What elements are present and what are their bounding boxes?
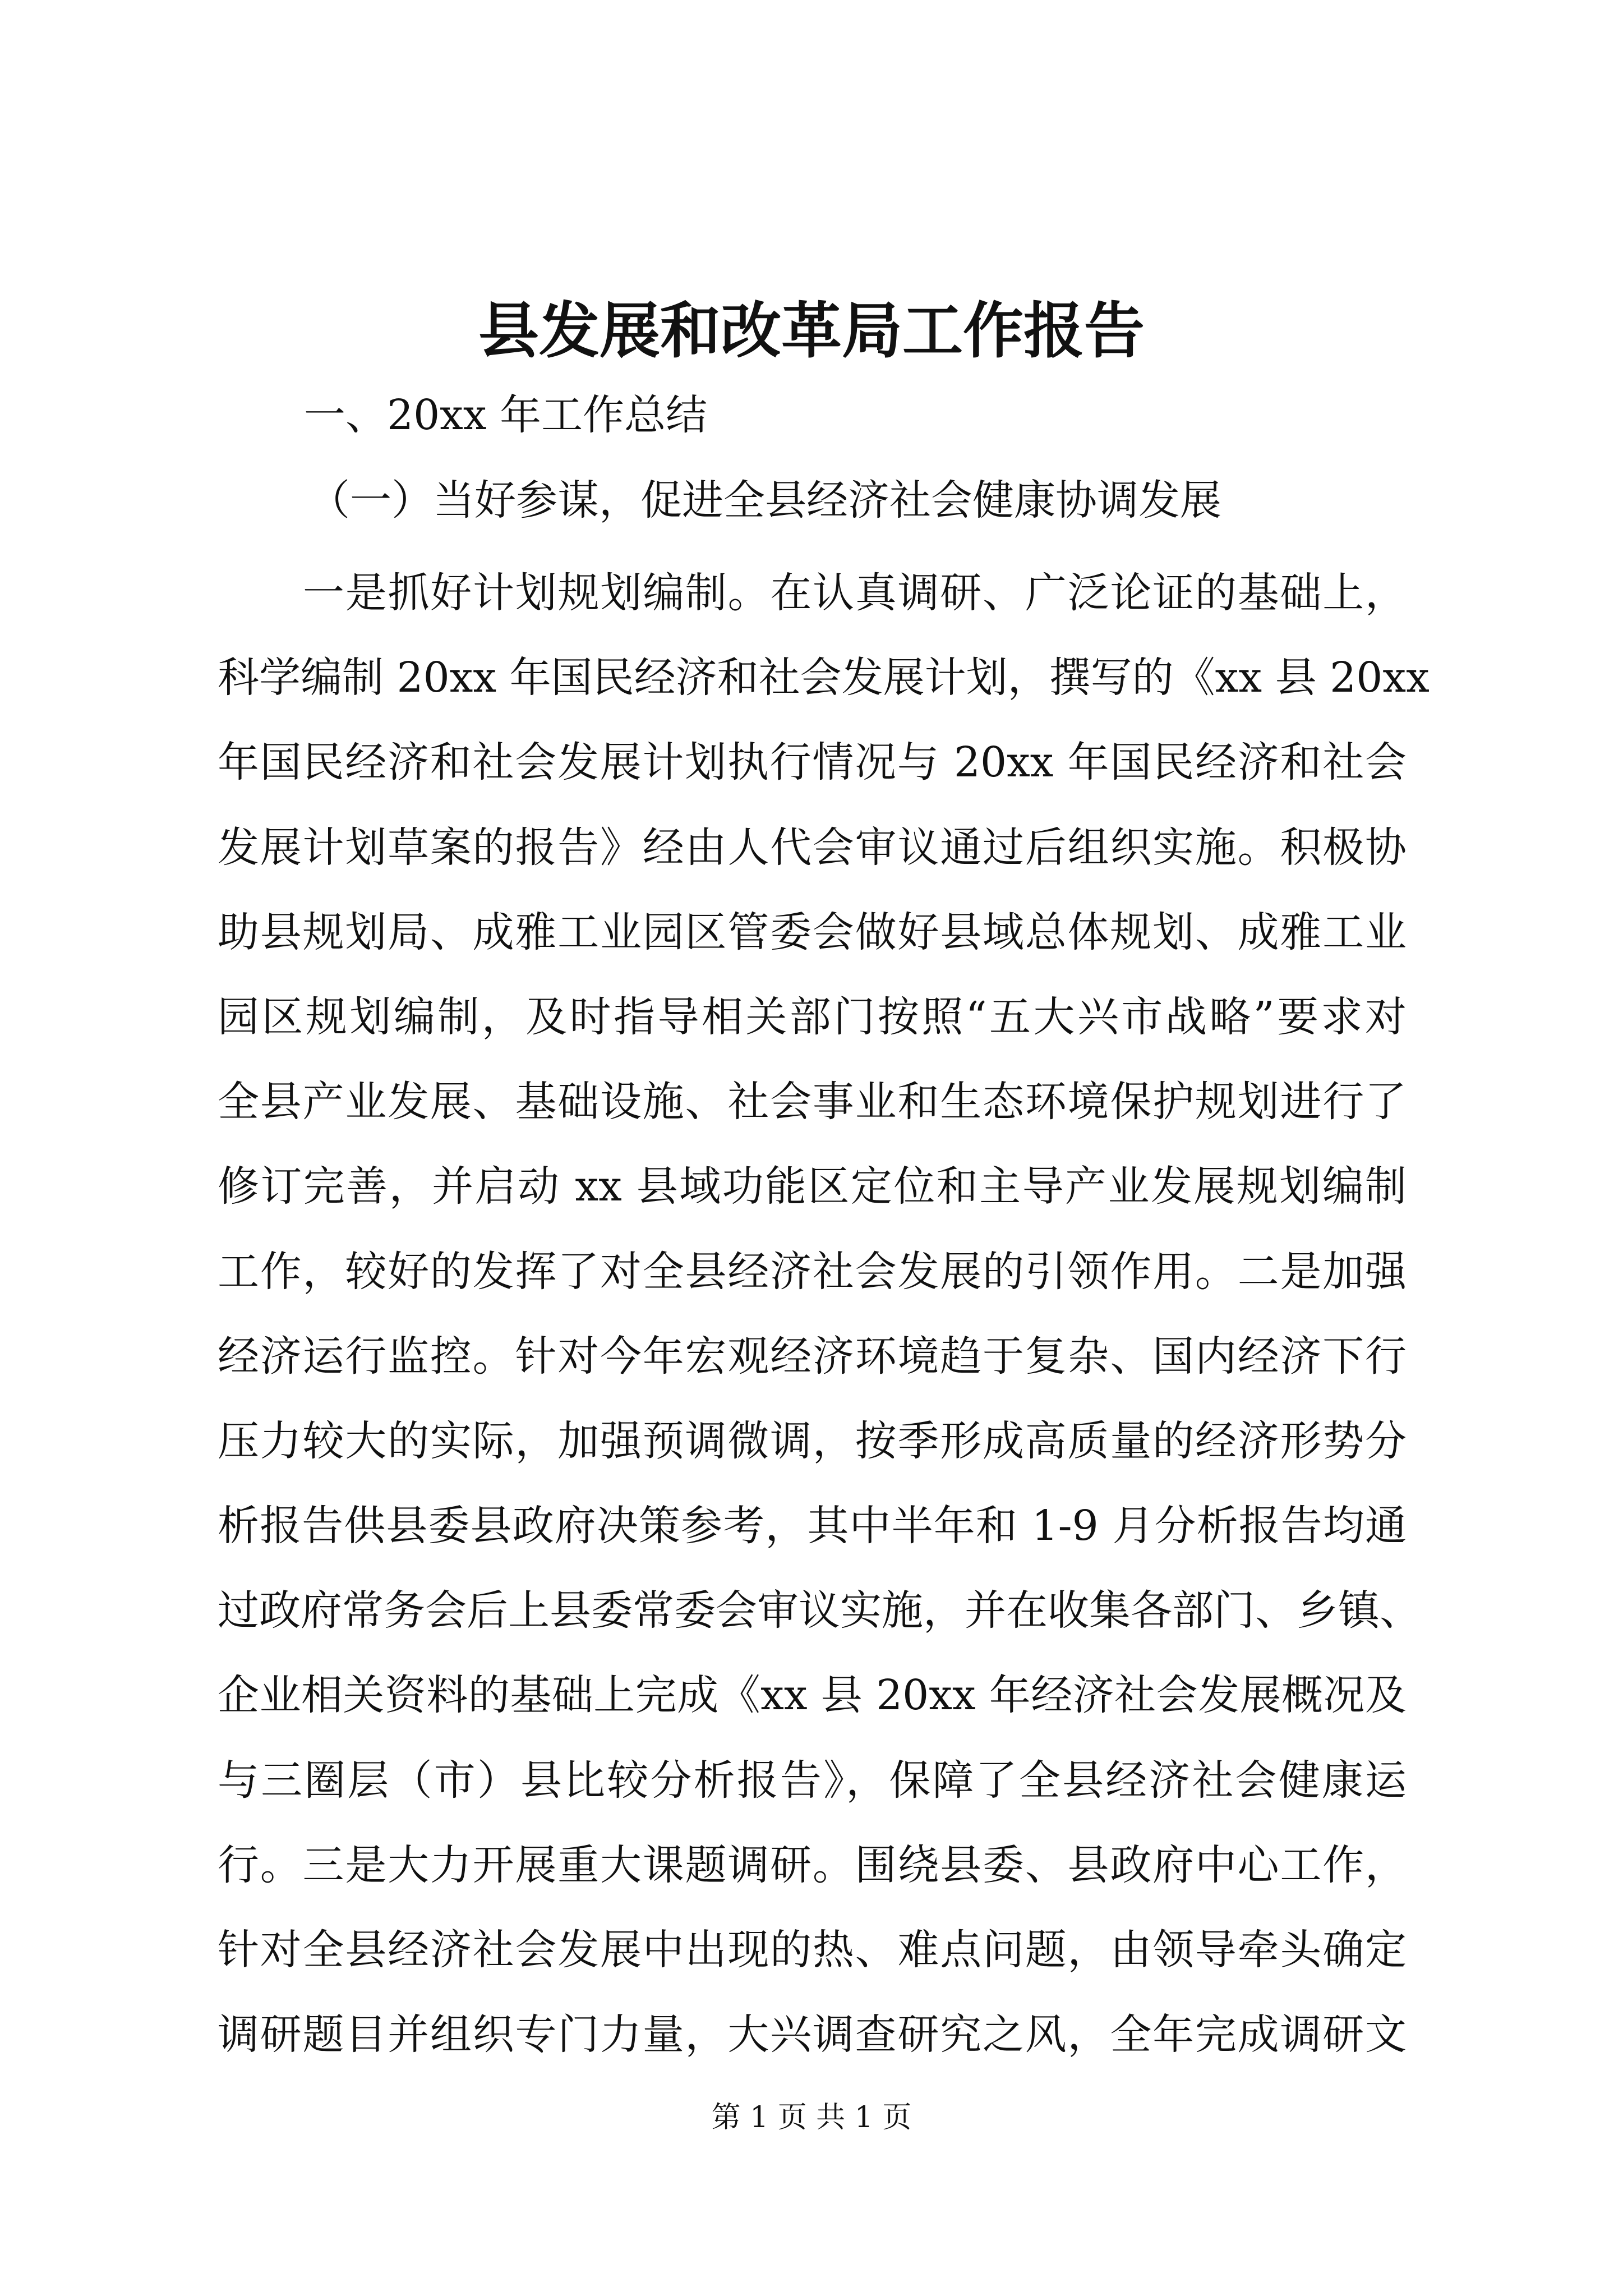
body-line: 年国民经济和社会发展计划执行情况与 20xx 年国民经济和社会 [218,738,1407,787]
body-paragraph [218,551,1430,2077]
body-line: 发展计划草案的报告》经由人代会审议通过后组织实施。积极协 [218,823,1407,872]
body-line: 行。三是大力开展重大课题调研。围绕县委、县政府中心工作， [218,1841,1407,1889]
page-footer: 第 1 页 共 1 页 [711,2101,912,2134]
body-line: 科学编制 20xx 年国民经济和社会发展计划，撰写的《xx 县 20xx [218,654,1430,702]
section-heading: 一、20xx 年工作总结 [304,391,708,439]
body-line: 析报告供县委县政府决策参考，其中半年和 1-9 月分析报告均通 [218,1502,1407,1550]
body-line: 一是抓好计划规划编制。在认真调研、广泛论证的基础上， [303,569,1407,617]
body-line: 助县规划局、成雅工业园区管委会做好县域总体规划、成雅工业 [218,908,1407,956]
body-line: 针对全县经济社会发展中出现的热、难点问题，由领导牵头确定 [218,1926,1407,1974]
body-line: 调研题目并组织专门力量，大兴调查研究之风，全年完成调研文 [218,2010,1407,2059]
body-line: 工作，较好的发挥了对全县经济社会发展的引领作用。二是加强 [218,1247,1407,1296]
body-line: 与三圈层（市）县比较分析报告》，保障了全县经济社会健康运 [218,1756,1407,1805]
body-line: 企业相关资料的基础上完成《xx 县 20xx 年经济社会发展概况及 [218,1671,1407,1720]
document-title: 县发展和改革局工作报告 [478,296,1145,366]
body-line: 压力较大的实际，加强预调微调，按季形成高质量的经济形势分 [218,1416,1407,1465]
body-line: 过政府常务会后上县委常委会审议实施，并在收集各部门、乡镇、 [218,1586,1421,1635]
body-line: 园区规划编制，及时指导相关部门按照“五大兴市战略”要求对 [218,992,1407,1041]
body-line: 经济运行监控。针对今年宏观经济环境趋于复杂、国内经济下行 [218,1332,1407,1381]
body-line: 全县产业发展、基础设施、社会事业和生态环境保护规划进行了 [218,1078,1407,1126]
body-line: 修订完善，并启动 xx 县域功能区定位和主导产业发展规划编制 [218,1162,1407,1211]
subsection-heading: （一）当好参谋，促进全县经济社会健康协调发展 [308,476,1221,524]
